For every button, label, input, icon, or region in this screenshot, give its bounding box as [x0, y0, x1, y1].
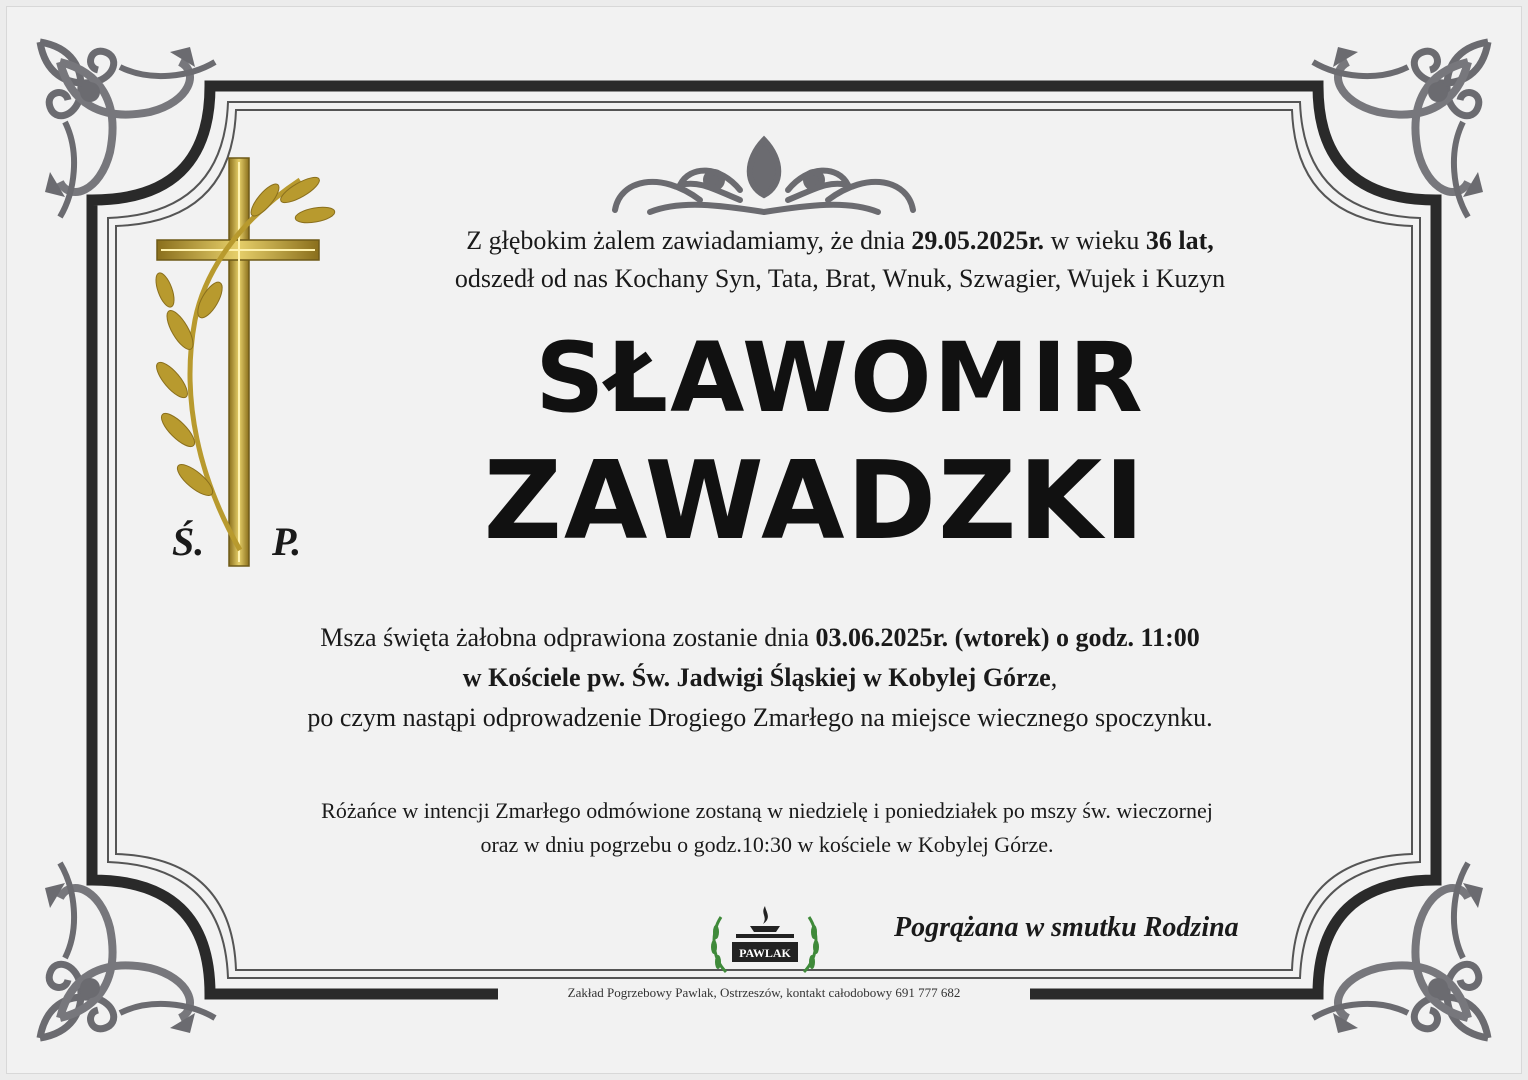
mass-info [0, 618, 1520, 738]
cross-initial-left: Ś. [172, 519, 205, 564]
intro-line2: odszedł od nas Kochany Syn, Tata, Brat, Wnuk, Szwagier, Wujek i Kuzyn [454, 264, 1226, 293]
intro-line1-start: Z głębokim żalem zawiadamiamy, że dnia [466, 226, 912, 255]
mass-line3: po czym nastąpi odprowadzenie Drogiego Zmarłego na miejsce wiecznego spoczynku. [307, 703, 1213, 732]
rosary-info [0, 794, 1528, 862]
logo-name: PAWLAK [739, 946, 791, 960]
intro-text [100, 222, 1528, 298]
death-date: 29.05.2025r. [911, 226, 1045, 255]
rosary-line2: oraz w dniu pogrzebu o godz.10:30 w kościele w Kobylej Górze. [480, 832, 1054, 857]
deceased-first-name: SŁAWOMIR [535, 322, 1145, 434]
footer-contact: Zakład Pogrzebowy Pawlak, Ostrzeszów, kontakt całodobowy 691 777 682 [498, 984, 1030, 1002]
rosary-line1: Różańce w intencji Zmarłego odmówione zostaną w niedzielę i poniedziałek po mszy św. wieczornej [321, 798, 1213, 823]
funeral-home-logo-icon [706, 902, 824, 982]
mass-church: w Kościele pw. Św. Jadwigi Śląskiej w Kobylej Górze [462, 663, 1051, 692]
mass-datetime: 03.06.2025r. (wtorek) o godz. 11:00 [815, 623, 1200, 652]
family-signature: Pogrążana w smutku Rodzina [894, 912, 1239, 943]
corner-ornament-icon [1313, 863, 1488, 1038]
corner-ornament-icon [1313, 42, 1488, 217]
mass-line1-start: Msza święta żałobna odprawiona zostanie dnia [320, 623, 816, 652]
age: 36 lat, [1145, 226, 1214, 255]
mass-line2-end: , [1050, 663, 1058, 692]
top-ornament-icon [615, 140, 913, 212]
deceased-last-name: ZAWADZKI [483, 439, 1147, 564]
corner-ornament-icon [40, 863, 215, 1038]
cross-initial-right: P. [272, 519, 302, 564]
corner-ornament-icon [40, 42, 215, 217]
intro-line1-mid: w wieku [1044, 226, 1146, 255]
